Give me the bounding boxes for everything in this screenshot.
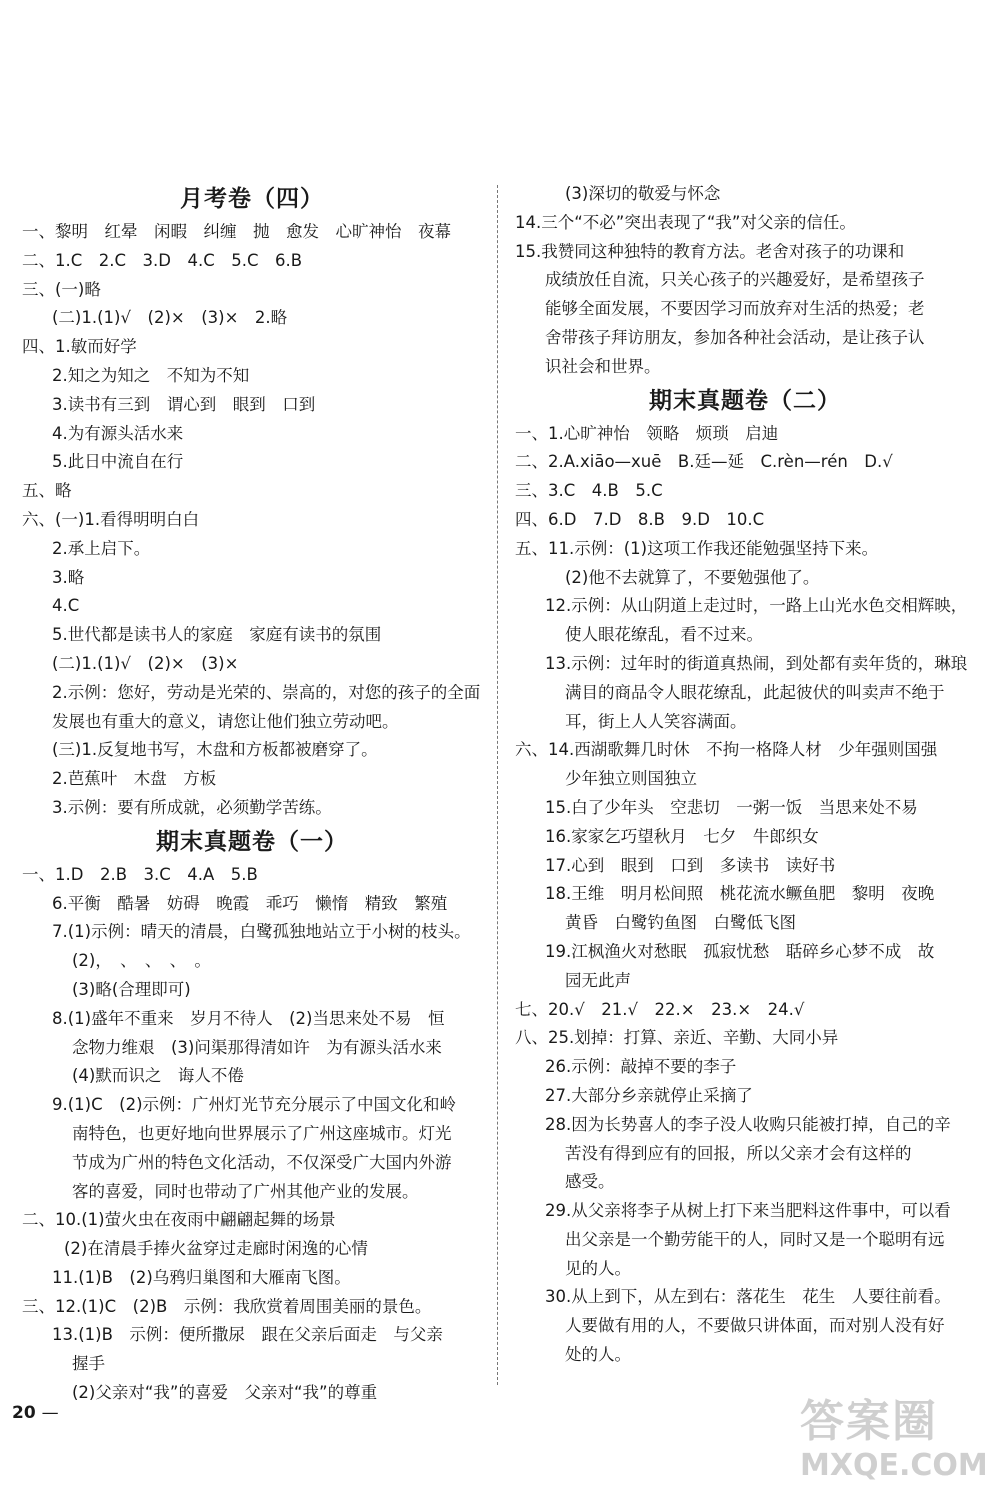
answer-line: 园无此声 [565, 970, 631, 990]
answer-line: 七、20.√ 21.√ 22.× 23.× 24.√ [515, 999, 805, 1019]
answer-line: 舍带孩子拜访朋友，参加各种社会活动，是让孩子认 [545, 327, 925, 347]
answer-line: 见的人。 [565, 1258, 631, 1278]
answer-line: 二、2.A.xiāo—xuē B.廷—延 C.rèn—rén D.√ [515, 452, 893, 472]
answer-line: 三、(一)略 [22, 279, 101, 299]
answer-line: 二、10.(1)萤火虫在夜雨中翩翩起舞的场景 [22, 1210, 336, 1230]
answer-line: (2)， 、 、 、 。 [72, 951, 211, 971]
answer-line: 8.(1)盛年不重来 岁月不待人 (2)当思来处不易 恒 [52, 1008, 445, 1028]
answer-line: 成绩放任自流，只关心孩子的兴趣爱好，是希望孩子 [545, 270, 925, 290]
answer-line: 13.(1)B 示例：便所撒尿 跟在父亲后面走 与父亲 [52, 1325, 443, 1345]
answer-line: (2)他不去就算了，不要勉强他了。 [565, 567, 820, 587]
section-title-monthly-exam-4: 月考卷（四） [180, 186, 324, 212]
answer-line: 五、11.示例：(1)这项工作我还能勉强坚持下来。 [515, 538, 879, 558]
answer-line: 28.因为长势喜人的李子没人收购只能被打掉，自己的辛 [545, 1114, 951, 1134]
page-number-dash: — [41, 1403, 59, 1423]
answer-line: 少年独立则国独立 [565, 769, 697, 789]
answer-line: 2.知之为知之 不知为不知 [52, 365, 250, 385]
answer-line: 六、14.西湖歌舞几时休 不拘一格降人材 少年强则国强 [515, 740, 938, 760]
answer-line: 二、1.C 2.C 3.D 4.C 5.C 6.B [22, 250, 303, 270]
answer-line: 18.王维 明月松间照 桃花流水鳜鱼肥 黎明 夜晚 [545, 884, 935, 904]
answer-line: 3.读书有三到 谓心到 眼到 口到 [52, 394, 316, 414]
answer-line: 4.C [52, 596, 80, 616]
right-column [515, 180, 975, 1370]
answer-line: (二)1.(1)√ (2)× (3)× 2.略 [52, 308, 288, 328]
answer-line: 五、略 [22, 481, 72, 501]
answer-line: (3)深切的敬爱与怀念 [565, 184, 721, 203]
answer-line: 能够全面发展，不要因学习而放弃对生活的热爱；老 [545, 299, 925, 319]
answer-line: 四、1.敏而好学 [22, 337, 137, 357]
answer-line: 6.平衡 酷暑 妨碍 晚霞 乖巧 懒惰 精致 繁殖 [52, 893, 448, 913]
answer-line: 感受。 [565, 1172, 615, 1192]
column-divider [497, 185, 498, 1385]
answer-line: 三、12.(1)C (2)B 示例：我欣赏着周围美丽的景色。 [22, 1296, 432, 1316]
left-column [22, 180, 482, 1408]
page-number-value: 20 [12, 1403, 36, 1423]
answer-line: 27.大部分乡亲就停止采摘了 [545, 1085, 753, 1105]
answer-line: 4.为有源头活水来 [52, 423, 184, 443]
answer-line: 2.示例：您好，劳动是光荣的、崇高的，对您的孩子的全面 [52, 682, 481, 702]
answer-line: 使人眼花缭乱，看不过来。 [565, 625, 763, 645]
answer-line: (三)1.反复地书写，木盘和方板都被磨穿了。 [52, 740, 378, 760]
answer-line: 人要做有用的人，不要做只讲体面，而对别人没有好 [565, 1316, 945, 1336]
answer-line: 一、1.D 2.B 3.C 4.A 5.B [22, 864, 258, 884]
watermark-url: MXQE.COM [800, 1448, 988, 1483]
answer-line: 苦没有得到应有的回报，所以父亲才会有这样的 [565, 1143, 912, 1163]
answer-line: (4)默而识之 诲人不倦 [72, 1066, 244, 1086]
answer-line: 耳，街上人人笑容满面。 [565, 711, 747, 731]
page-number [12, 1403, 59, 1423]
answer-line: 一、黎明 红晕 闲暇 纠缠 抛 愈发 心旷神怡 夜幕 [22, 222, 451, 241]
answer-line: 节成为广州的特色文化活动，不仅深受广大国内外游 [72, 1152, 452, 1172]
answer-line: (2)在清晨手捧火盆穿过走廊时闲逸的心情 [64, 1239, 368, 1259]
answer-line: 11.(1)B (2)乌鸦归巢图和大雁南飞图。 [52, 1267, 351, 1287]
answer-line: 9.(1)C (2)示例：广州灯光节充分展示了中国文化和岭 [52, 1095, 457, 1115]
answer-line: 26.示例：敲掉不要的李子 [545, 1057, 737, 1077]
answer-line: 2.芭蕉叶 木盘 方板 [52, 769, 217, 789]
answer-line: 念物力维艰 (3)问渠那得清如许 为有源头活水来 [72, 1037, 442, 1057]
section-title-final-exam-2: 期末真题卷（二） [649, 387, 841, 414]
answer-line: (2)父亲对“我”的喜爱 父亲对“我”的尊重 [72, 1383, 378, 1403]
answer-line: 5.此日中流自在行 [52, 452, 184, 472]
answer-line: 一、1.心旷神怡 领略 烦琐 启迪 [515, 423, 779, 443]
answer-line: 13.示例：过年时的街道真热闹，到处都有卖年货的，琳琅 [545, 653, 968, 673]
answer-line: 12.示例：从山阴道上走过时，一路上山光水色交相辉映， [545, 596, 968, 616]
answer-line: 19.江枫渔火对愁眠 孤寂忧愁 聒碎乡心梦不成 故 [545, 941, 935, 961]
answer-line: 16.家家乞巧望秋月 七夕 牛郎织女 [545, 826, 819, 846]
answer-line: 15.白了少年头 空悲切 一粥一饭 当思来处不易 [545, 797, 918, 817]
answer-line: 17.心到 眼到 口到 多读书 读好书 [545, 855, 836, 875]
answer-line: 15.我赞同这种独特的教育方法。老舍对孩子的功课和 [515, 241, 905, 261]
answer-line: 四、6.D 7.D 8.B 9.D 10.C [515, 509, 765, 529]
answer-line: 处的人。 [565, 1345, 631, 1365]
answer-line: 六、(一)1.看得明明白白 [22, 509, 200, 529]
section-title-final-exam-1: 期末真题卷（一） [156, 828, 348, 855]
answer-line: 7.(1)示例：晴天的清晨，白鹭孤独地站立于小树的枝头。 [52, 922, 471, 942]
answer-line: 29.从父亲将李子从树上打下来当肥料这件事中，可以看 [545, 1201, 951, 1221]
answer-line: 三、3.C 4.B 5.C [515, 481, 663, 501]
watermark [800, 1395, 990, 1485]
answer-line: 14.三个“不必”突出表现了“我”对父亲的信任。 [515, 212, 856, 232]
watermark-logo: 答案圈 [800, 1396, 938, 1447]
answer-line: 握手 [72, 1354, 105, 1374]
answer-line: 八、25.划掉：打算、亲近、辛勤、大同小异 [515, 1028, 839, 1048]
answer-line: 30.从上到下，从左到右：落花生 花生 人要往前看。 [545, 1287, 951, 1307]
answer-line: (3)略(合理即可) [72, 979, 191, 999]
answer-line: 客的喜爱，同时也带动了广州其他产业的发展。 [72, 1181, 419, 1201]
answer-line: 2.承上启下。 [52, 538, 151, 558]
answer-line: 南特色，也更好地向世界展示了广州这座城市。灯光 [72, 1123, 452, 1143]
answer-line: 识社会和世界。 [545, 356, 661, 376]
answer-line: 满目的商品令人眼花缭乱，此起彼伏的叫卖声不绝于 [565, 682, 945, 702]
answer-line: (二)1.(1)√ (2)× (3)× [52, 653, 239, 673]
answer-line: 3.略 [52, 567, 85, 587]
answer-line: 发展也有重大的意义，请您让他们独立劳动吧。 [52, 711, 399, 731]
answer-line: 黄昏 白鹭钓鱼图 白鹭低飞图 [565, 913, 796, 933]
answer-line: 5.世代都是读书人的家庭 家庭有读书的氛围 [52, 625, 382, 645]
answer-line: 3.示例：要有所成就，必须勤学苦练。 [52, 797, 332, 817]
answer-line: 出父亲是一个勤劳能干的人，同时又是一个聪明有远 [565, 1229, 945, 1249]
